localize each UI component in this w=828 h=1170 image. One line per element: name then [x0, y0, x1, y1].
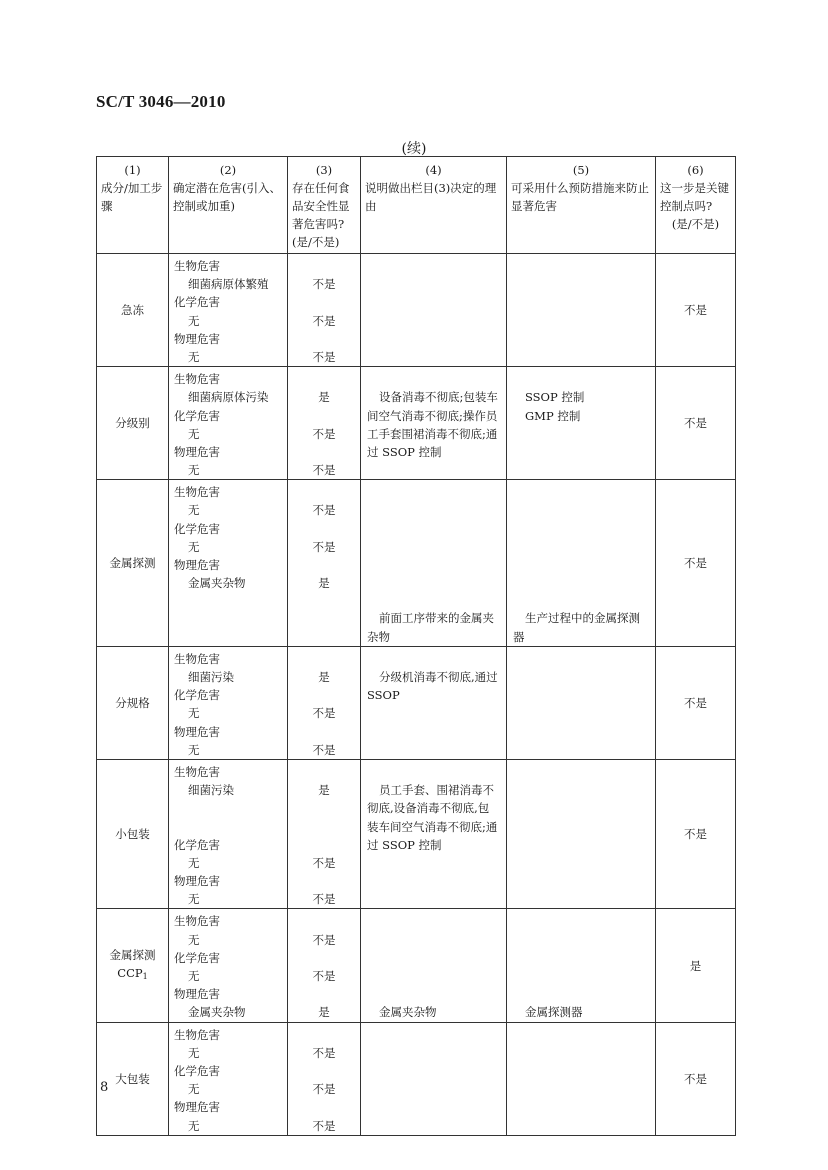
- header-col-1: (1) 成分/加工步骤: [97, 157, 169, 254]
- justification: [361, 254, 507, 367]
- hazard-analysis-table: [96, 156, 736, 1136]
- critical-control-point: 不是: [656, 646, 736, 759]
- page-number: 8: [100, 1080, 109, 1095]
- significant-hazard: 不是 不是 不是: [288, 254, 361, 367]
- significant-hazard: 是 不是 不是: [288, 646, 361, 759]
- process-step: 分规格: [97, 646, 169, 759]
- critical-control-point: 不是: [656, 254, 736, 367]
- significant-hazard: 是 不是 不是: [288, 367, 361, 480]
- justification: 分级机消毒不彻底,通过 SSOP: [361, 646, 507, 759]
- table-row: [97, 480, 736, 647]
- potential-hazards: 生物危害 无 化学危害 无 物理危害 金属夹杂物: [169, 909, 288, 1022]
- preventive-measures: [507, 646, 656, 759]
- table-header-row: [97, 157, 736, 254]
- table-row: [97, 367, 736, 480]
- continued-label: (续): [401, 141, 427, 157]
- justification: 前面工序带来的金属夹杂物: [361, 480, 507, 647]
- table-row: [97, 254, 736, 367]
- process-step: 急冻: [97, 254, 169, 367]
- potential-hazards: 生物危害 细菌污染 化学危害 无 物理危害 无: [169, 759, 288, 909]
- header-col-3: (3) 存在任何食品安全性显著危害吗? (是/不是): [288, 157, 361, 254]
- header-col-5: (5) 可采用什么预防措施来防止显著危害: [507, 157, 656, 254]
- potential-hazards: 生物危害 细菌病原体繁殖 化学危害 无 物理危害 无: [169, 254, 288, 367]
- table-row: [97, 909, 736, 1022]
- critical-control-point: 不是: [656, 480, 736, 647]
- header-col-4: (4) 说明做出栏目(3)决定的理由: [361, 157, 507, 254]
- significant-hazard: 不是 不是 不是: [288, 1022, 361, 1135]
- potential-hazards: 生物危害 细菌污染 化学危害 无 物理危害 无: [169, 646, 288, 759]
- potential-hazards: 生物危害 无 化学危害 无 物理危害 无: [169, 1022, 288, 1135]
- table-row: [97, 646, 736, 759]
- justification: 金属夹杂物: [361, 909, 507, 1022]
- table-row: [97, 1022, 736, 1135]
- process-step: 金属探测 $CCP_1$: [97, 909, 169, 1022]
- process-step: 大包装: [97, 1022, 169, 1135]
- preventive-measures: 金属探测器: [507, 909, 656, 1022]
- preventive-measures: 生产过程中的金属探测器: [507, 480, 656, 647]
- preventive-measures: [507, 759, 656, 909]
- process-step: 分级别: [97, 367, 169, 480]
- significant-hazard: 不是 不是 是: [288, 480, 361, 647]
- preventive-measures: [507, 1022, 656, 1135]
- header-col-6: (6) 这一步是关键控制点吗? (是/不是): [656, 157, 736, 254]
- potential-hazards: 生物危害 无 化学危害 无 物理危害 金属夹杂物: [169, 480, 288, 647]
- process-step: 金属探测: [97, 480, 169, 647]
- justification: 设备消毒不彻底;包装车间空气消毒不彻底;操作员工手套围裙消毒不彻底;通过 SSOP 控制: [361, 367, 507, 480]
- significant-hazard: 是 不是 不是: [288, 759, 361, 909]
- potential-hazards: 生物危害 细菌病原体污染 化学危害 无 物理危害 无: [169, 367, 288, 480]
- critical-control-point: 是: [656, 909, 736, 1022]
- justification: [361, 1022, 507, 1135]
- preventive-measures: [507, 254, 656, 367]
- table-row: [97, 759, 736, 909]
- standard-code: SC/T 3046—2010: [96, 92, 226, 111]
- ccp-code: $CCP_1$: [117, 965, 148, 981]
- critical-control-point: 不是: [656, 1022, 736, 1135]
- justification: 员工手套、围裙消毒不彻底,设备消毒不彻底,包装车间空气消毒不彻底;通过 SSOP 控制: [361, 759, 507, 909]
- process-step: 小包装: [97, 759, 169, 909]
- critical-control-point: 不是: [656, 367, 736, 480]
- significant-hazard: 不是 不是 是: [288, 909, 361, 1022]
- critical-control-point: 不是: [656, 759, 736, 909]
- header-col-2: (2) 确定潜在危害(引入、控制或加重): [169, 157, 288, 254]
- preventive-measures: SSOP 控制 GMP 控制: [507, 367, 656, 480]
